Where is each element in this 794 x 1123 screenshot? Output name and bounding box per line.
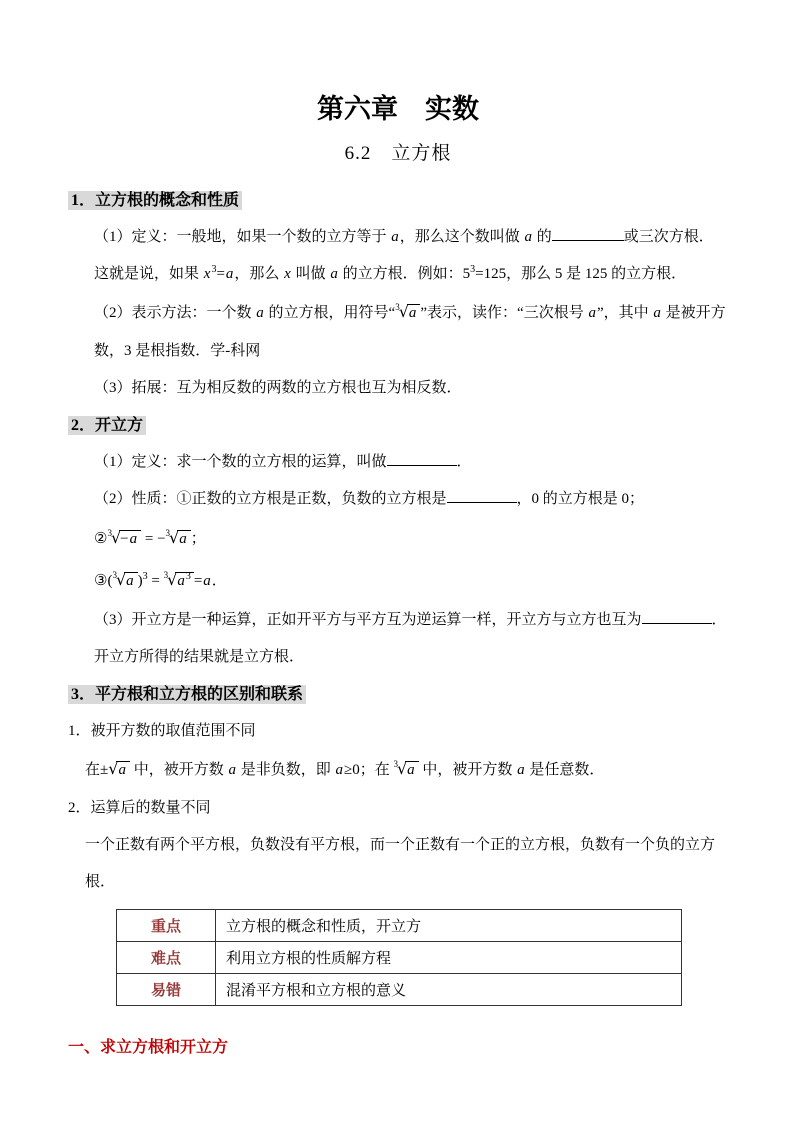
heading-highlight: 2．开立方 [68, 416, 146, 435]
heading-comparison [68, 676, 728, 713]
heading-highlight: 1．立方根的概念和性质 [68, 191, 242, 210]
row-content: 混淆平方根和立方根的意义 [216, 973, 682, 1005]
heading-highlight: 3．平方根和立方根的区别和联系 [68, 685, 306, 704]
para-result-count-detail: 一个正数有两个平方根，负数没有平方根，而一个正数有一个正的立方根，负数有一个负的立方根． [85, 836, 716, 890]
para-radicand-range-detail: 在±√a 中，被开方数 a 是非负数，即 a≥0；在 3√a 中，被开方数 a 是任意数． [68, 750, 728, 790]
row-content: 利用立方根的性质解方程 [216, 941, 682, 973]
heading-cube-extraction [68, 407, 728, 444]
table-row [117, 909, 682, 941]
blank-underline [552, 225, 624, 241]
para-extraction-properties: （2）性质：①正数的立方根是正数，负数的立方根是 ，0 的立方根是 0； [68, 481, 728, 518]
blank-underline [642, 608, 712, 624]
para-notation: （2）表示方法：一个数 a 的立方根，用符号“3√a ”表示，读作：“三次根号 a”，其中 a 是被开方数，3 是根指数．学-科网 [68, 293, 728, 370]
heading-cube-root-concept [68, 182, 728, 219]
para-inverse-operation: （3）开立方是一种运算，正如开平方与平方互为逆运算一样，开立方与立方也互为 ．开立方所得的结果就是立方根． [68, 602, 728, 676]
formula-cube-of-root: ③(3√a )$^3 = 3√a^3 =a$． [68, 560, 728, 602]
row-label: 易错 [117, 973, 216, 1005]
para-result-count-title: 2．运算后的数量不同 [68, 799, 211, 816]
para-definition: （1）定义：一般地，如果一个数的立方等于 a，那么这个数叫做 a 的 或三次方根．这就是说，如果 $x^3=a$，那么 x 叫做 a 的立方根．例如：$5^3=125$，那么 5 是 125 的立方根． [68, 219, 728, 293]
radical-expression: 3√−a [107, 518, 141, 560]
blank-underline [447, 487, 517, 503]
table-row [117, 973, 682, 1005]
table-row [117, 941, 682, 973]
exercise-section-heading: 一、求立方根和开立方 [68, 1038, 229, 1056]
radical-expression: 3√a [112, 560, 137, 602]
radical-expression: $3√a^3$ [164, 560, 194, 602]
radical-expression: 3√a [393, 750, 418, 790]
row-content: 立方根的概念和性质，开立方 [216, 909, 682, 941]
radical-expression: 3√a [166, 518, 191, 560]
para-extension: （3）拓展：互为相反数的两数的立方根也互为相反数． [94, 379, 462, 396]
para-radicand-range-title: 1．被开方数的取值范围不同 [68, 722, 256, 739]
radical-expression: √a [108, 750, 130, 789]
section-subtitle: 6.2 立方根 [344, 143, 452, 165]
formula-negative-radicand: ②3√−a = −3√a ； [68, 518, 728, 560]
blank-underline [387, 450, 457, 466]
row-label: 重点 [117, 909, 216, 941]
chapter-title: 第六章 实数 [317, 94, 479, 124]
row-label: 难点 [117, 941, 216, 973]
para-extraction-definition: （1）定义：求一个数的立方根的运算，叫做 ． [68, 444, 728, 481]
radical-expression: 3√a [395, 293, 420, 333]
summary-table [116, 909, 682, 1006]
